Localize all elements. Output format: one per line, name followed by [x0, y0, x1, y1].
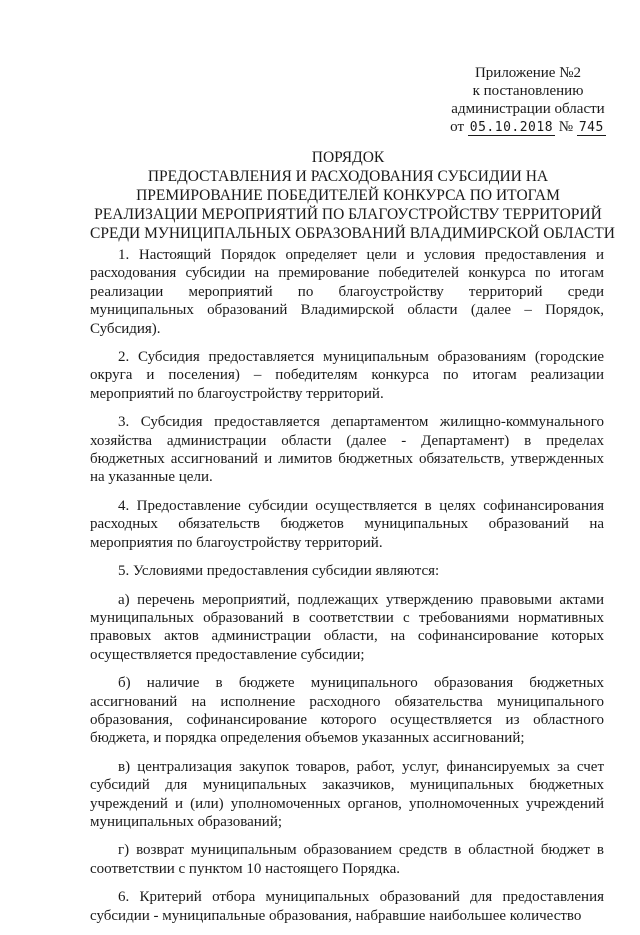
title-line-4: РЕАЛИЗАЦИИ МЕРОПРИЯТИЙ ПО БЛАГОУСТРОЙСТВУ ТЕРРИТОРИЙ	[94, 206, 602, 223]
paragraph-5a: а) перечень мероприятий, подлежащих утверждению правовыми актами муниципальных образований в соответствии с требованиями нормативных правовых актов администрации области, на софинансирование которых осуществляется предоставление субсидии;	[90, 591, 604, 663]
paragraph-5c: в) централизация закупок товаров, работ, услуг, финансируемых за счет субсидий для муниципальных заказчиков, муниципальных бюджетных учреждений и (или) уполномоченных органов, уполномоченных учреждений муниципальных образований;	[90, 758, 604, 830]
number-prefix: №	[558, 119, 574, 135]
paragraph-4: 4. Предоставление субсидии осуществляется в целях софинансирования расходных обязательств бюджетов муниципальных образований на мероприятия по благоустройству территорий.	[90, 497, 604, 551]
appendix-date-number	[448, 118, 608, 137]
number-value: 745	[578, 120, 604, 135]
title-line-2: ПРЕДОСТАВЛЕНИЯ И РАСХОДОВАНИЯ СУБСИДИИ НА	[147, 168, 549, 185]
title-line-5: СРЕДИ МУНИЦИПАЛЬНЫХ ОБРАЗОВАНИЙ ВЛАДИМИРСКОЙ ОБЛАСТИ	[90, 225, 615, 242]
appendix-authority: администрации области	[451, 101, 605, 117]
paragraph-5: 5. Условиями предоставления субсидии являются:	[118, 563, 440, 580]
paragraph-3: 3. Субсидия предоставляется департаментом жилищно-коммунального хозяйства администрации области (далее - Департамент) в пределах бюджетных ассигнований и лимитов бюджетных обязательств, утвержденных на указанные цели.	[90, 414, 604, 486]
date-prefix: от	[450, 119, 465, 135]
paragraph-5b: б) наличие в бюджете муниципального образования бюджетных ассигнований на исполнение расходного обязательства муниципального образования, софинансирование которого осуществляется из областного бюджета, и порядка определения объемов указанных ассигнований;	[90, 675, 604, 747]
paragraph-1: 1. Настоящий Порядок определяет цели и условия предоставления и расходования субсидии на премирование победителей конкурса по итогам реализации мероприятий по благоустройству территорий среди муниципальных образований Владимирской области (далее – Порядок, Субсидия).	[90, 247, 604, 337]
paragraph-2: 2. Субсидия предоставляется муниципальным образованиям (городские округа и поселения) – победителям конкурса по итогам реализации мероприятий по благоустройству территорий.	[90, 349, 604, 402]
paragraph-5d: г) возврат муниципальным образованием средств в областной бюджет в соответствии с пунктом 10 настоящего Порядка.	[90, 842, 604, 877]
appendix-title: Приложение №2	[474, 65, 582, 81]
paragraph-6: 6. Критерий отбора муниципальных образований для предоставления субсидии - муниципальные образования, набравшие наибольшее количество	[90, 889, 604, 924]
title-line-1: ПОРЯДОК	[311, 149, 385, 166]
title-line-3: ПРЕМИРОВАНИЕ ПОБЕДИТЕЛЕЙ КОНКУРСА ПО ИТОГАМ	[136, 187, 560, 204]
appendix-resolution-ref: к постановлению	[472, 83, 584, 99]
date-value: 05.10.2018	[469, 120, 554, 135]
appendix-header	[448, 64, 608, 137]
document-title	[90, 148, 615, 243]
document-body	[90, 246, 604, 935]
